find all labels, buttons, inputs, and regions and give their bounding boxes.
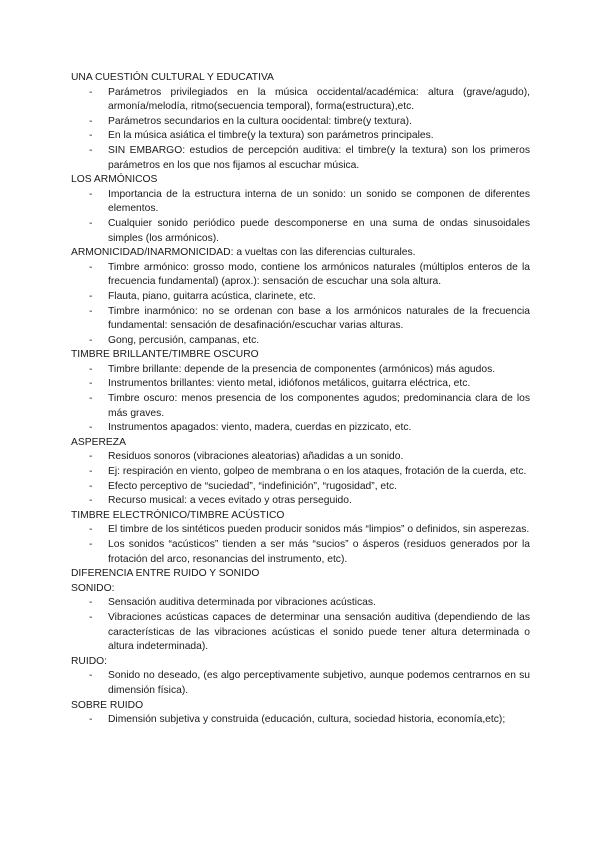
dash-bullet-icon: - <box>89 144 93 156</box>
list-item <box>71 465 530 480</box>
list-item-text: Gong, percusión, campanas, etc. <box>108 334 260 346</box>
dash-bullet-icon: - <box>89 524 93 536</box>
dash-bullet-icon: - <box>89 188 93 200</box>
list-item <box>71 421 530 436</box>
list-item-text: SIN EMBARGO: estudios de percepción auditiva: el timbre(y la textura) son los primeros parámetros en los que nos fijamos al escuchar música. <box>108 144 530 171</box>
list-item-text: Timbre inarmónico: no se ordenan con base a los armónicos naturales de la frecuencia fundamental: sensación de desafinación/escuchar varias alturas. <box>108 305 530 332</box>
list-item-text: Sonido no deseado, (es algo perceptivamente subjetivo, aunque podemos centrarnos en su dimensión física). <box>108 670 530 696</box>
dash-bullet-icon: - <box>89 363 93 375</box>
list-item-text: Los sonidos “acústicos” tienden a ser más “sucios” o ásperos (residuos generados por la frotación del arco, resonancias del instrumento, etc). <box>108 539 530 565</box>
dash-bullet-icon: - <box>89 670 93 682</box>
dash-bullet-icon: - <box>89 290 93 302</box>
list-item <box>71 363 530 378</box>
dash-bullet-icon: - <box>89 466 93 478</box>
list-item-text: Parámetros secundarios en la cultura oocidental: timbre(y textura). <box>108 115 412 127</box>
dash-bullet-icon: - <box>89 597 93 609</box>
bullet-list <box>71 596 530 654</box>
list-item-text: Residuos sonoros (vibraciones aleatorias) añadidas a un sonido. <box>108 451 404 463</box>
section-heading: RUIDO: <box>71 655 108 667</box>
bullet-list <box>71 261 530 349</box>
list-item <box>71 188 530 217</box>
dash-bullet-icon: - <box>89 495 93 507</box>
list-item <box>71 261 530 290</box>
bullet-list <box>71 363 530 436</box>
list-item-text: En la música asiática el timbre(y la textura) son parámetros principales. <box>108 130 434 142</box>
list-item <box>71 392 530 421</box>
list-item <box>71 115 530 130</box>
dash-bullet-icon: - <box>89 480 93 492</box>
list-item <box>71 713 530 728</box>
section-heading: ASPEREZA <box>71 436 126 448</box>
dash-bullet-icon: - <box>89 115 93 127</box>
list-item-text: Flauta, piano, guitarra acústica, clarinete, etc. <box>108 290 316 302</box>
list-item-text: Timbre brillante: depende de la presencia de componentes (armónicos) más agudos. <box>108 363 496 375</box>
dash-bullet-icon: - <box>89 305 93 317</box>
bullet-list <box>71 669 530 698</box>
list-item <box>71 144 530 173</box>
list-item-text: Ej: respiración en viento, golpeo de membrana o en los ataques, frotación de la cuerda, etc. <box>108 466 527 478</box>
dash-bullet-icon: - <box>89 217 93 229</box>
list-item-text: Importancia de la estructura interna de un sonido: un sonido se componen de diferentes elementos. <box>108 188 530 215</box>
dash-bullet-icon: - <box>89 539 93 550</box>
list-item-text: El timbre de los sintéticos pueden producir sonidos más “limpios” o definidos, sin asperezas. <box>108 524 530 536</box>
list-item-text: Instrumentos brillantes: viento metal, idiófonos metálicos, guitarra eléctrica, etc. <box>108 378 471 390</box>
section-heading: SONIDO: <box>71 582 115 594</box>
list-item <box>71 334 530 349</box>
list-item-text: Efecto perceptivo de “suciedad”, “indefinición”, “rugosidad”, etc. <box>108 480 398 492</box>
dash-bullet-icon: - <box>89 422 93 434</box>
dash-bullet-icon: - <box>89 451 93 463</box>
list-item-text: Recurso musical: a veces evitado y otras perseguido. <box>108 495 352 507</box>
dash-bullet-icon: - <box>89 86 93 98</box>
list-item <box>71 538 530 567</box>
dash-bullet-icon: - <box>89 393 93 405</box>
dash-bullet-icon: - <box>89 714 93 726</box>
dash-bullet-icon: - <box>89 261 93 273</box>
list-item <box>71 305 530 334</box>
bullet-list <box>71 86 530 174</box>
list-item <box>71 217 530 246</box>
list-item <box>71 377 530 392</box>
list-item <box>71 480 530 495</box>
list-item <box>71 596 530 611</box>
list-item-text: Vibraciones acústicas capaces de determinar una sensación auditiva (dependiendo de las características de las vibraciones acústicas el sonido puede tener altura determinada o altura indeterminada). <box>108 611 530 653</box>
bullet-list <box>71 450 530 508</box>
list-item <box>71 290 530 305</box>
bullet-list <box>71 188 530 246</box>
list-item <box>71 611 530 655</box>
dash-bullet-icon: - <box>89 130 93 142</box>
section-heading: DIFERENCIA ENTRE RUIDO Y SONIDO <box>71 568 260 580</box>
list-item-text: Sensación auditiva determinada por vibraciones acústicas. <box>108 597 376 609</box>
bullet-list <box>71 523 530 567</box>
section-heading: TIMBRE ELECTRÓNICO/TIMBRE ACÚSTICO <box>71 509 285 521</box>
list-item-text: Timbre oscuro: menos presencia de los componentes agudos; predominancia clara de los más graves. <box>108 393 530 419</box>
section-heading: TIMBRE BRILLANTE/TIMBRE OSCURO <box>71 349 259 361</box>
list-item-text: Parámetros privilegiados en la música occidental/académica: altura (grave/agudo), armonía/melodía, ritmo(secuencia temporal), forma(estructura),etc. <box>108 86 530 113</box>
dash-bullet-icon: - <box>89 378 93 390</box>
section-heading: LOS ARMÓNICOS <box>71 174 158 186</box>
list-item <box>71 129 530 144</box>
list-item-text: Instrumentos apagados: viento, madera, cuerdas en pizzicato, etc. <box>108 422 412 434</box>
list-item <box>71 86 530 115</box>
list-item-text: Cualquier sonido periódico puede descomponerse en una suma de ondas sinusoidales simples (los armónicos). <box>108 217 530 244</box>
section-heading: ARMONICIDAD/INARMONICIDAD: a vueltas con las diferencias culturales. <box>71 247 416 259</box>
list-item-text: Timbre armónico: grosso modo, contiene los armónicos naturales (múltiplos enteros de la frecuencia fundamental) (aprox.): sensación de escuchar una sola altura. <box>108 261 530 288</box>
dash-bullet-icon: - <box>89 334 93 346</box>
list-item <box>71 523 530 538</box>
list-item <box>71 450 530 465</box>
bullet-list <box>71 713 530 728</box>
section-heading: UNA CUESTIÓN CULTURAL Y EDUCATIVA <box>71 72 274 83</box>
dash-bullet-icon: - <box>89 611 93 623</box>
list-item <box>71 494 530 509</box>
section-heading: SOBRE RUIDO <box>71 699 144 711</box>
list-item-text: Dimensión subjetiva y construida (educación, cultura, sociedad historia, economía,etc); <box>108 714 506 726</box>
list-item <box>71 669 530 698</box>
